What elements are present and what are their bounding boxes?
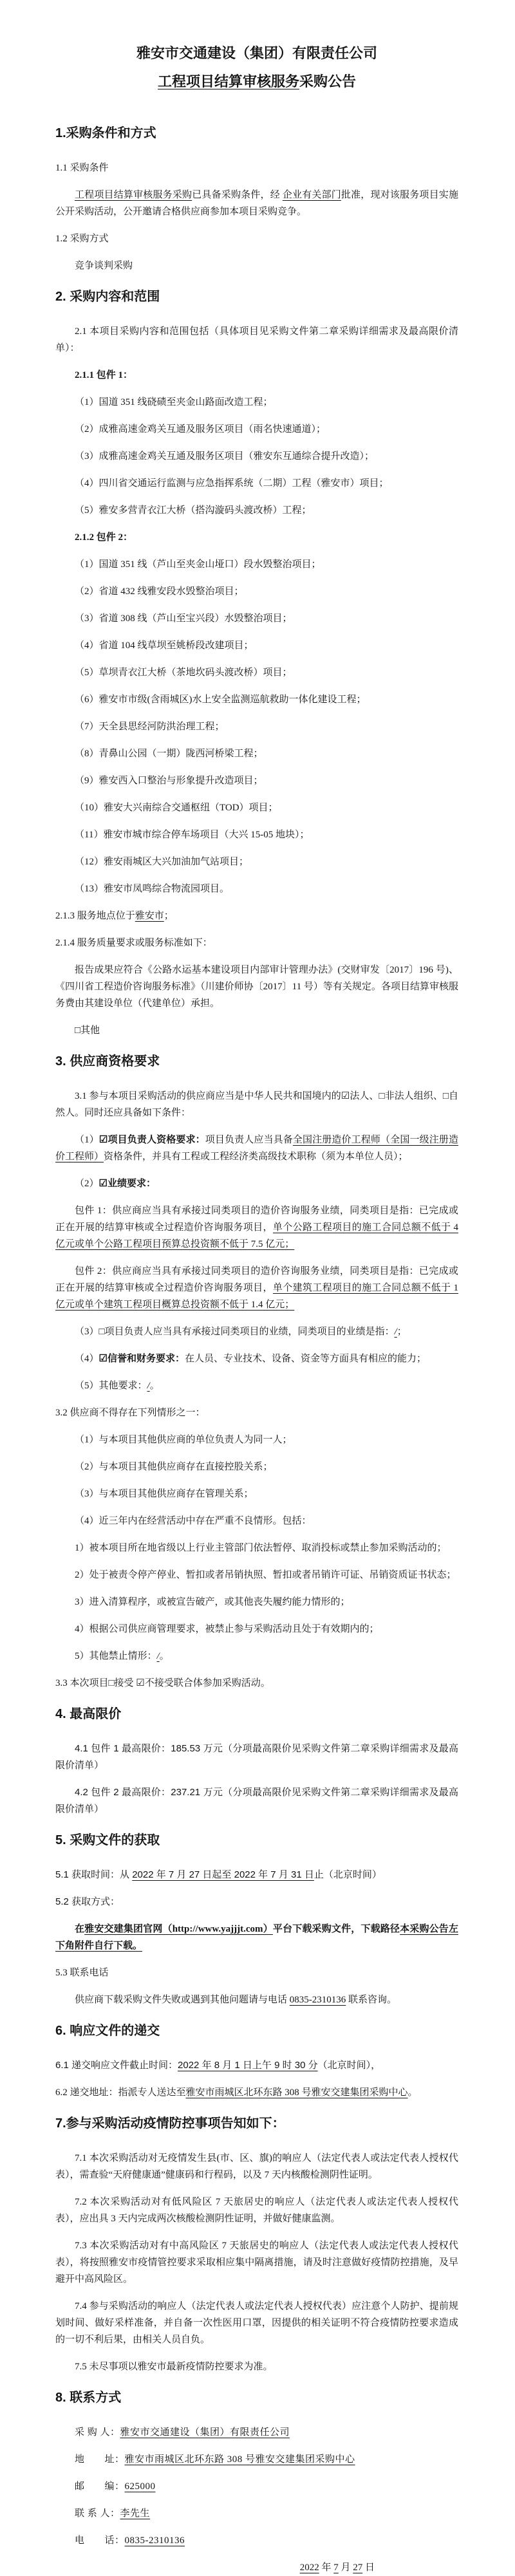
clause-3-1-item-4-seg-3: 在人员、专业技术、设备、资金等方面具有相应的能力； [184,1354,426,1364]
clause-7-5 [55,2358,458,2375]
package-2-item-10 [55,799,458,816]
contact-postcode-seg-1: 邮 编： [75,2481,125,2492]
clause-7-2-seg-1: 7.2 本次采购活动对有低风险区 7 天旅居史的响应人（法定代表人或法定代表人授权代表），应出具 3 天内完成两次核酸检测阴性证明，并做好健康监测。 [55,2197,458,2224]
package-2-item-6-seg-1: （6）雅安市市级(含雨城区)水上安全监测巡航救助一体化建设工程； [75,695,366,705]
clause-5-2-para-seg-4: 本采购公告左下角附件自行下载。 [55,1924,458,1951]
clause-3-1-item-4-seg-1: （4） [75,1354,99,1364]
clause-6-1-seg-1: 6.1 递交响应文件截止时间： [55,2060,178,2071]
clause-1-2-para [55,257,458,274]
clause-2-1-4-seg-1: 2.1.4 服务质量要求或服务标准如下： [55,938,212,948]
clause-2-1-4 [55,935,458,951]
clause-1-1-seg-1: 1.1 采购条件 [55,163,109,173]
clause-3-2-sub-2 [55,1567,458,1583]
contact-address-seg-2: 雅安市雨城区北环东路 308 号雅安交建集团采购中心 [124,2454,355,2465]
clause-5-2-para-seg-3: 平台下载采购文件，下载路径 [272,1924,400,1934]
section-1-heading-seg-1: 1.采购条件和方式 [55,126,156,140]
clause-5-2-seg-1: 5.2 获取方式： [55,1896,120,1907]
announcement-date-seg-6: 日 [362,2562,375,2573]
clause-3-1-item-1-seg-5: 资格条件，并具有工程或工程经济类高级技术职称（须为本单位人员）； [104,1152,408,1162]
package-2-item-11-seg-1: （11）雅安市城市综合停车场项目（大兴 15-05 地块）； [75,830,310,840]
clause-6-2-seg-2: 雅安市雨城区北环东路 308 号雅安交建集团采购中心 [185,2087,408,2098]
clause-1-1-para-seg-3: 企业有关部门 [282,190,341,200]
title-line-1 [55,39,458,68]
clause-5-2-para [55,1921,458,1954]
package-2-item-9 [55,772,458,789]
clause-5-2 [55,1894,458,1910]
clause-5-3-para [55,1992,458,2008]
clause-3-1-item-2-pkg1 [55,1202,458,1253]
clause-2-1-1 [55,367,458,384]
clause-3-2-sub-1 [55,1540,458,1556]
clause-1-2-seg-1: 1.2 采购方式 [55,234,109,244]
clause-3-1-item-3-seg-2: / [394,1327,397,1337]
clause-3-1-item-2-pkg1-seg-2: 单个公路工程项目的施工合同总额不低于 4 亿元或单个公路工程项目预算总投资额不低于 7.5 亿元； [55,1222,458,1249]
clause-3-1-item-1-seg-2: ☑项目负责人资格要求： [98,1135,205,1145]
clause-3-1-seg-1: 3.1 参与本项目采购活动的供应商应当是中华人民共和国境内的☑法人、□非法人组织、□自然人。同时还应具备如下条件： [55,1091,458,1118]
section-8-heading [55,2388,458,2407]
section-6-heading-seg-1: 6. 响应文件的递交 [55,2024,160,2038]
clause-5-1-seg-1: 5.1 获取时间：从 [55,1869,133,1880]
package-2-item-10-seg-1: （10）雅安大兴南综合交通枢纽（TOD）项目； [75,803,278,813]
clause-2-1-4-para [55,962,458,1012]
clause-7-3-seg-1: 7.3 本次采购活动对有中高风险区 7 天旅居史的响应人（法定代表人或法定代表人授权代表），将按照雅安市疫情管控要求采取相应集中隔离措施，请及时注意做好疫情防控措施，及早避开中高风险区。 [55,2241,458,2284]
clause-3-1-item-2-pkg2 [55,1263,458,1313]
clause-7-2 [55,2194,458,2227]
announcement-date-seg-5: 27 [353,2562,363,2573]
clause-5-2-para-seg-1: 在 [75,1924,85,1934]
clause-7-1 [55,2150,458,2183]
clause-1-1-para-seg-1: 工程项目结算审核服务采购 [75,190,192,200]
clause-3-1-item-5 [55,1377,458,1394]
clause-7-5-seg-1: 7.5 未尽事项以雅安市最新疫情防控要求为准。 [75,2362,273,2372]
clause-4-1-seg-2: （分项最高限价见采购文件第二章采购详细需求及最高限价清单） [55,1743,458,1771]
contact-phone [55,2532,458,2549]
clause-1-2 [55,230,458,247]
package-1-item-2 [55,421,458,438]
contact-person [55,2505,458,2522]
clause-3-1-item-2-seg-1: （2） [75,1179,99,1189]
clause-2-1-seg-1: 2.1 本项目采购内容和范围包括（具体项目见采购文件第二章采购详细需求及最高限价清单）： [55,326,458,353]
clause-3-1-item-2-seg-2: ☑业绩要求： [98,1179,156,1189]
clause-3-1-item-2-pkg1-seg-1: 包件 1：供应商应当具有承接过同类项目的造价咨询服务业绩，同类项目是指：已完成或正在开展的结算审核或全过程造价咨询服务项目， [55,1206,458,1233]
clause-5-3-seg-1: 5.3 联系电话 [55,1968,109,1978]
package-2-item-2 [55,583,458,600]
package-2-item-13 [55,881,458,897]
clause-3-1-item-2 [55,1175,458,1192]
package-2-item-7 [55,718,458,735]
clause-6-1-seg-2: 2022 年 8 月 1 日上午 9 时 30 分 [178,2060,318,2071]
clause-3-1-item-1-seg-1: （1） [75,1135,99,1145]
clause-1-1-para [55,187,458,220]
clause-3-1-item-3-seg-3: ； [397,1327,407,1337]
clause-3-3-seg-1: 3.3 本次项目□接受 ☑不接受联合体参加采购活动。 [55,1678,270,1688]
package-1-item-1 [55,394,458,411]
section-5-heading [55,1831,458,1850]
contact-postcode [55,2478,458,2495]
clause-7-4 [55,2298,458,2348]
clause-3-2 [55,1405,458,1421]
package-2-item-12 [55,854,458,870]
section-5-heading-seg-1: 5. 采购文件的获取 [55,1833,160,1847]
contact-purchaser-seg-1: 采 购 人： [75,2427,120,2438]
announcement-date-seg-1: 2022 [299,2562,319,2573]
package-2-item-2-seg-1: （2）省道 432 线雅安段水毁整治项目； [75,586,244,597]
clause-2-1-4-para-seg-1: 报告成果应符合《公路水运基本建设项目内部审计管理办法》(交财审发〔2017〕196 号)、《四川省工程造价咨询服务标准》（川建价师协〔2017〕11 号）等有关规定。各项目结算审核服务费由其建设单位（代建单位）承担。 [55,965,458,1009]
section-2-heading-seg-1: 2. 采购内容和范围 [55,290,160,304]
clause-5-1-seg-2: 2022 年 7 月 27 日起至 2022 年 7 月 31 日 [132,1869,314,1880]
package-2-item-13-seg-1: （13）雅安市凤鸣综合物流园项目。 [75,884,230,894]
clause-3-2-sub-2-seg-1: 2）处于被责令停产停业、暂扣或者吊销执照、暂扣或者吊销许可证、吊销资质证书状态； [75,1570,456,1580]
clause-3-1-item-2-pkg2-seg-1: 包件 2：供应商应当具有承接过同类项目的造价咨询服务业绩，同类项目是指：已完成或正在开展的结算审核或全过程造价咨询服务项目， [55,1266,458,1293]
clause-6-2-seg-3: 。 [407,2087,418,2098]
contact-phone-seg-1: 电 话： [75,2535,125,2546]
clause-7-3 [55,2237,458,2288]
clause-3-1-item-3 [55,1323,458,1340]
clause-3-3 [55,1675,458,1692]
clause-7-1-seg-1: 7.1 本次采购活动对无疫情发生县(市、区、旗)的响应人（法定代表人或法定代表人授权代表），需查验“天府健康通”健康码和行程码，以及 7 天内核酸检测阴性证明。 [55,2153,458,2180]
package-2-item-3 [55,610,458,627]
clause-3-2-item-4 [55,1513,458,1529]
clause-3-1-item-1-seg-3: 项目负责人应当具备 [205,1135,293,1145]
package-1-item-3 [55,448,458,465]
clause-1-1-para-seg-4: 批准，现对该服务项目实施公开采购活动，公开邀请合格供应商参加本项目采购竞争。 [55,190,458,217]
section-7-heading [55,2114,458,2133]
clause-7-4-seg-1: 7.4 参与采购活动的响应人（法定代表人或法定代表人授权代表）应注意个人防护、提前规划时间、做好采样准备，并自备一次性医用口罩，因提供的相关证明不符合疫情防控要求造成的一切不利后果，由相关人员自负。 [55,2301,458,2345]
contact-postcode-seg-2: 625000 [124,2481,156,2492]
section-3-heading-seg-1: 3. 供应商资格要求 [55,1054,160,1069]
clause-2-1-1-seg-1: 2.1.1 包件 1： [75,370,133,380]
clause-3-2-sub-3 [55,1594,458,1610]
clause-6-2-seg-1: 6.2 递交地址：指派专人送达至 [55,2087,186,2098]
clause-3-2-sub-5-seg-1: 5）其他禁止情形： [75,1651,157,1661]
package-2-item-8-seg-1: （8）青鼻山公园（一期）陇西河桥梁工程； [75,749,263,759]
clause-3-2-sub-1-seg-1: 1）被本项目所在地省级以上行业主管部门依法暂停、取消投标或禁止参加采购活动的； [75,1543,447,1553]
title-line-2 [55,68,458,95]
clause-3-2-sub-5 [55,1648,458,1665]
clause-6-1 [55,2057,458,2074]
package-2-item-9-seg-1: （9）雅安西入口整治与形象提升改造项目； [75,776,263,786]
clause-3-1 [55,1088,458,1121]
clause-3-2-item-1-seg-1: （1）与本项目其他供应商的单位负责人为同一人； [75,1435,292,1445]
clause-5-3-para-seg-3: 联系咨询。 [346,1995,397,2005]
package-2-item-5-seg-1: （5）草坝青衣江大桥（茶地坎码头渡改桥）项目； [75,667,292,678]
clause-3-1-item-5-seg-1: （5）其他要求： [75,1381,147,1391]
announcement-date-seg-3: 7 [333,2562,339,2573]
clause-2-1-3-seg-1: 2.1.3 服务地点位于 [55,911,135,921]
announcement-date-seg-4: 月 [338,2562,353,2573]
clause-3-2-sub-5-seg-3: 。 [159,1651,169,1661]
announcement-date-seg-2: 年 [319,2562,334,2573]
clause-3-1-item-4 [55,1350,458,1367]
section-1-heading [55,124,458,143]
section-7-heading-seg-1: 7.参与采购活动疫情防控事项告知如下： [55,2116,285,2131]
package-2-item-11 [55,826,458,843]
title-line-1-seg-1: 雅安市交通建设（集团）有限责任公司 [136,45,377,61]
package-2-item-8 [55,745,458,762]
package-1-item-4-seg-1: （4）四川省交通运行监测与应急指挥系统（二期）工程（雅安市）项目； [75,478,389,489]
contact-address [55,2451,458,2468]
clause-3-1-item-5-seg-2: / [147,1381,150,1391]
package-2-item-5 [55,664,458,681]
package-1-item-1-seg-1: （1）国道 351 线硗碛至夹金山路面改造工程； [75,397,273,407]
section-8-heading-seg-1: 8. 联系方式 [55,2391,122,2405]
clause-3-2-item-4-seg-1: （4）近三年内在经营活动中存在严重不良情形。包括： [75,1516,312,1526]
clause-4-1 [55,1741,458,1774]
package-1-item-5 [55,502,458,519]
package-2-item-4 [55,637,458,654]
contact-person-seg-1: 联 系 人： [75,2508,120,2519]
clause-4-2-seg-1: 4.2 包件 2 最高限价：237.21 万元 [75,1787,223,1798]
package-2-item-3-seg-1: （3）省道 308 线（芦山至宝兴段）水毁整治项目； [75,613,292,624]
clause-3-1-item-1-seg-4: 全国注册造价工程师（全国一级注册造价工程师） [55,1135,458,1162]
package-1-item-3-seg-1: （3）成雅高速金鸡关互通及服务区项目（雅安东互通综合提升改造）； [75,451,375,462]
package-2-item-7-seg-1: （7）天全县思经河防洪治理工程； [75,722,225,732]
clause-5-3-para-seg-1: 供应商下载采购文件失败或遇到其他问题请与电话 [75,1995,290,2005]
clause-2-1-2 [55,529,458,546]
clause-4-2-seg-2: （分项最高限价见采购文件第二章采购详细需求及最高限价清单） [55,1787,458,1815]
clause-3-1-item-1 [55,1132,458,1165]
package-2-item-6 [55,691,458,708]
clause-3-2-item-2-seg-1: （2）与本项目其他供应商存在直接控股关系； [75,1462,273,1472]
clause-6-1-seg-3: （北京时间）， [317,2060,381,2071]
contact-person-seg-2: 李先生 [120,2508,151,2519]
contact-address-seg-1: 地 址： [75,2454,125,2465]
section-6-heading [55,2021,458,2040]
section-4-heading-seg-1: 4. 最高限价 [55,1707,122,1721]
clause-3-2-item-2 [55,1459,458,1475]
contact-purchaser [55,2424,458,2441]
clause-3-1-item-4-seg-2: ☑信誉和财务要求： [98,1354,185,1364]
clause-3-1-item-3-seg-1: （3）□项目负责人应当具有承接过同类项目的业绩，同类项目的业绩是指： [75,1327,395,1337]
clause-6-2 [55,2084,458,2101]
clause-5-2-para-seg-2: 雅安交建集团官网（http://www.yajjjt.com） [84,1924,273,1934]
clause-3-2-item-3 [55,1486,458,1502]
title-line-2-seg-1: 工程项目结算审核服务 [157,73,299,89]
package-2-item-12-seg-1: （12）雅安雨城区大兴加油加气站项目； [75,857,249,867]
contact-purchaser-seg-2: 雅安市交通建设（集团）有限责任公司 [120,2427,290,2438]
clause-4-2 [55,1784,458,1818]
clause-1-2-para-seg-1: 竞争谈判采购 [75,261,133,271]
package-1-item-4 [55,475,458,492]
clause-2-1-3-seg-2: 雅安市 [135,911,164,921]
clause-3-2-sub-4 [55,1621,458,1638]
clause-2-1-3-seg-3: ； [164,911,174,921]
clause-2-1-2-seg-1: 2.1.2 包件 2： [75,532,133,543]
clause-3-1-item-5-seg-3: 。 [149,1381,160,1391]
announcement-date [55,2559,458,2576]
section-4-heading [55,1704,458,1724]
clause-3-2-sub-5-seg-2: / [156,1651,160,1661]
clause-2-1 [55,323,458,357]
clause-1-1-para-seg-2: 已具备采购条件，经 [192,190,283,200]
package-2-item-1 [55,556,458,573]
clause-3-2-sub-4-seg-1: 4）根据公司供应商管理要求，被禁止参与采购活动且处于有效期内的； [75,1624,379,1634]
clause-1-1 [55,160,458,176]
title-line-2-seg-2: 采购公告 [299,73,357,89]
contact-phone-seg-2: 0835-2310136 [124,2535,185,2546]
clause-4-1-seg-1: 4.1 包件 1 最高限价：185.53 万元 [75,1743,223,1754]
clause-5-1-seg-3: 止（北京时间） [314,1869,382,1880]
section-3-heading [55,1052,458,1071]
clause-5-3 [55,1965,458,1981]
clause-5-1 [55,1867,458,1883]
package-1-item-2-seg-1: （2）成雅高速金鸡关互通及服务区项目（雨名快速通道）； [75,424,326,434]
clause-2-1-4-other [55,1022,458,1039]
package-1-item-5-seg-1: （5）雅安多营青衣江大桥（搭沟漩码头渡改桥）工程； [75,505,312,516]
clause-3-1-item-2-pkg2-seg-2: 单个建筑工程项目的施工合同总额不低于 1 亿元或单个建筑工程项目概算总投资额不低于 1.4 亿元； [55,1283,458,1310]
clause-2-1-3 [55,908,458,924]
clause-2-1-4-other-seg-1: □其他 [75,1025,100,1036]
clause-5-3-para-seg-2: 0835-2310136 [289,1995,346,2005]
clause-3-2-item-1 [55,1432,458,1448]
clause-3-2-item-3-seg-1: （3）与本项目其他供应商存在管理关系； [75,1489,254,1499]
clause-3-2-seg-1: 3.2 供应商不得存在下列情形之一： [55,1408,205,1418]
clause-3-2-sub-3-seg-1: 3）进入清算程序，或被宣告破产，或其他丧失履约能力情形的； [75,1597,350,1607]
section-2-heading [55,287,458,306]
package-2-item-1-seg-1: （1）国道 351 线（芦山至夹金山垭口）段水毁整治项目； [75,559,321,570]
package-2-item-4-seg-1: （4）省道 104 线草坝至姚桥段改建项目； [75,640,254,651]
